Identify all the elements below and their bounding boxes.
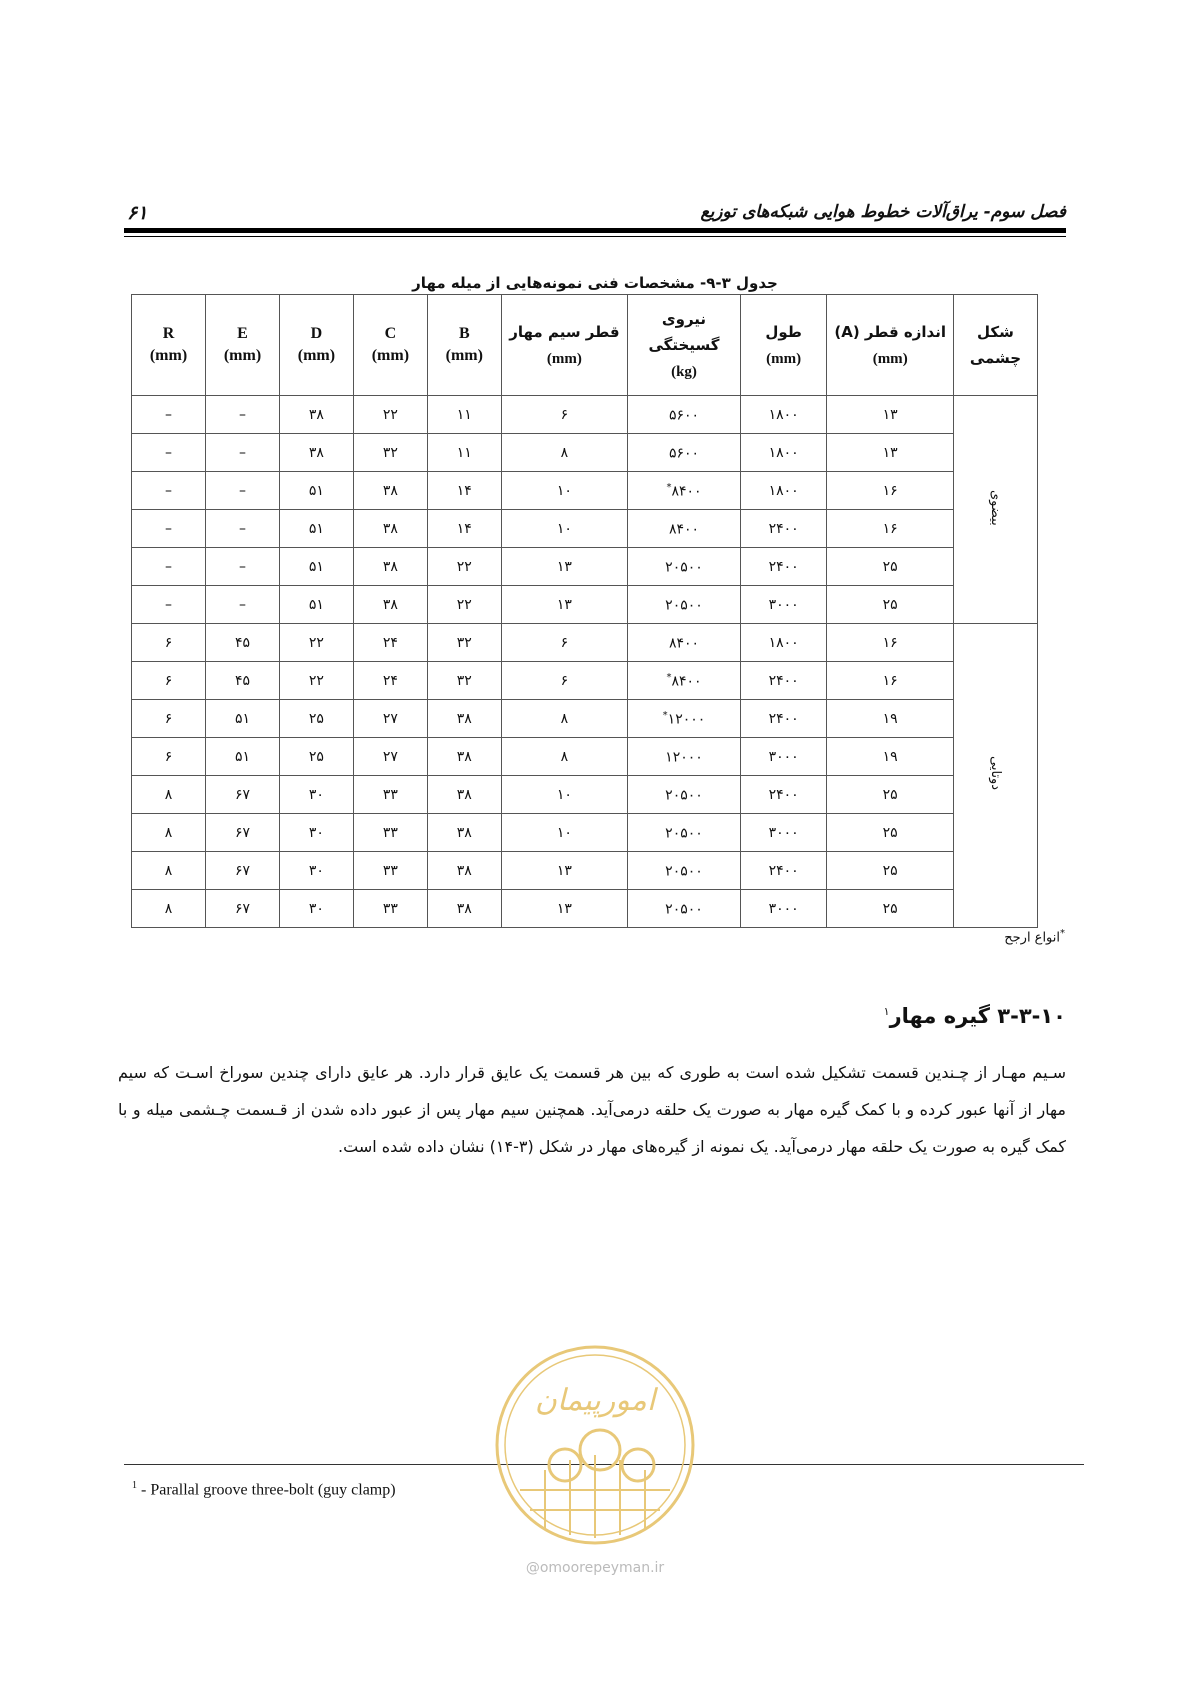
cell-b: ۱۴ bbox=[427, 472, 501, 510]
cell-size: ۱۹ bbox=[827, 700, 954, 738]
footnote-text: $^1$ - Parallal groove three-bolt (guy clamp) bbox=[132, 1480, 396, 1499]
cell-force: ۸۴۰۰ bbox=[628, 624, 741, 662]
page-number: ۶۱ bbox=[127, 202, 148, 224]
cell-r: – bbox=[132, 510, 206, 548]
cell-force: ۲۰۵۰۰ bbox=[628, 586, 741, 624]
watermark-logo bbox=[490, 1340, 700, 1550]
cell-r: ۸ bbox=[132, 852, 206, 890]
cell-size: ۱۶ bbox=[827, 624, 954, 662]
cell-wire: ۶ bbox=[501, 662, 627, 700]
cell-r: – bbox=[132, 472, 206, 510]
table-row bbox=[132, 548, 1038, 586]
cell-wire: ۶ bbox=[501, 396, 627, 434]
cell-r: ۸ bbox=[132, 776, 206, 814]
cell-d: ۳۰ bbox=[279, 852, 353, 890]
cell-length: ۱۸۰۰ bbox=[740, 472, 827, 510]
cell-c: ۳۲ bbox=[353, 434, 427, 472]
cell-r: ۸ bbox=[132, 890, 206, 928]
cell-length: ۱۸۰۰ bbox=[740, 624, 827, 662]
cell-d: ۵۱ bbox=[279, 586, 353, 624]
cell-c: ۳۸ bbox=[353, 548, 427, 586]
header-length: طول (mm) bbox=[740, 295, 827, 396]
cell-wire: ۱۰ bbox=[501, 776, 627, 814]
cell-length: ۱۸۰۰ bbox=[740, 396, 827, 434]
table-row bbox=[132, 434, 1038, 472]
cell-e: ۶۷ bbox=[206, 852, 280, 890]
cell-wire: ۱۰ bbox=[501, 510, 627, 548]
cell-size: ۲۵ bbox=[827, 852, 954, 890]
cell-d: ۳۰ bbox=[279, 890, 353, 928]
cell-b: ۱۴ bbox=[427, 510, 501, 548]
cell-r: ۶ bbox=[132, 624, 206, 662]
header-b: B (mm) bbox=[427, 295, 501, 396]
cell-r: – bbox=[132, 548, 206, 586]
table-footnote: *انواع ارجح bbox=[1004, 928, 1065, 946]
cell-length: ۱۸۰۰ bbox=[740, 434, 827, 472]
cell-e: ۶۷ bbox=[206, 776, 280, 814]
cell-size: ۱۶ bbox=[827, 510, 954, 548]
cell-size: ۲۵ bbox=[827, 548, 954, 586]
cell-r: – bbox=[132, 434, 206, 472]
cell-r: ۶ bbox=[132, 700, 206, 738]
shape-group-double: دوتایی bbox=[953, 624, 1037, 928]
cell-wire: ۱۰ bbox=[501, 814, 627, 852]
cell-wire: ۱۳ bbox=[501, 586, 627, 624]
cell-size: ۲۵ bbox=[827, 776, 954, 814]
header-breaking-force: نیروی گسیختگی (kg) bbox=[628, 295, 741, 396]
cell-c: ۳۳ bbox=[353, 890, 427, 928]
cell-d: ۲۲ bbox=[279, 624, 353, 662]
cell-length: ۲۴۰۰ bbox=[740, 776, 827, 814]
cell-c: ۲۴ bbox=[353, 624, 427, 662]
cell-force: ۵۶۰۰ bbox=[628, 396, 741, 434]
cell-length: ۲۴۰۰ bbox=[740, 700, 827, 738]
running-header: فصل سوم- یراق‌آلات خطوط هوایی شبکه‌های توزیع bbox=[700, 202, 1066, 222]
cell-size: ۱۹ bbox=[827, 738, 954, 776]
spec-table bbox=[131, 294, 1038, 928]
cell-length: ۲۴۰۰ bbox=[740, 662, 827, 700]
cell-d: ۳۸ bbox=[279, 434, 353, 472]
cell-b: ۳۸ bbox=[427, 814, 501, 852]
cell-r: ۸ bbox=[132, 814, 206, 852]
header-c: C (mm) bbox=[353, 295, 427, 396]
cell-wire: ۸ bbox=[501, 738, 627, 776]
cell-size: ۲۵ bbox=[827, 814, 954, 852]
cell-wire: ۸ bbox=[501, 700, 627, 738]
cell-r: – bbox=[132, 586, 206, 624]
cell-b: ۳۸ bbox=[427, 738, 501, 776]
body-paragraph: سـیم مهـار از چـندین قسمت تشکیل شده است به طوری که بین هر قسمت یک عایق قرار دارد. هر عایق دارای چندین سوراخ اسـت که سیم مهار از آنها عبور کرده و با کمک گیره مهار به صورت یک حلقه درمی‌آید. همچنین سیم مهار پس از عبور داده شدن از قـسمت چـشمی میله و با کمک گیره به صورت یک حلقه مهار درمی‌آید. یک نمونه از گیره‌های مهار در شکل (۳-۱۴) نشان داده شده است. bbox=[118, 1063, 1066, 1156]
cell-size: ۱۶ bbox=[827, 662, 954, 700]
header-wire-diameter: قطر سیم مهار (mm) bbox=[501, 295, 627, 396]
cell-force: ۸۴۰۰ bbox=[628, 510, 741, 548]
cell-c: ۳۳ bbox=[353, 852, 427, 890]
cell-wire: ۱۳ bbox=[501, 548, 627, 586]
watermark-url: @omoorepeyman.ir bbox=[525, 1560, 665, 1576]
cell-r: – bbox=[132, 396, 206, 434]
cell-c: ۲۴ bbox=[353, 662, 427, 700]
table-row bbox=[132, 624, 1038, 662]
cell-wire: ۸ bbox=[501, 434, 627, 472]
table-row bbox=[132, 738, 1038, 776]
cell-length: ۳۰۰۰ bbox=[740, 738, 827, 776]
cell-b: ۳۸ bbox=[427, 776, 501, 814]
cell-e: – bbox=[206, 396, 280, 434]
cell-e: ۵۱ bbox=[206, 700, 280, 738]
cell-d: ۵۱ bbox=[279, 510, 353, 548]
cell-c: ۳۸ bbox=[353, 586, 427, 624]
cell-force: ۱۲۰۰۰ bbox=[628, 738, 741, 776]
table-row bbox=[132, 700, 1038, 738]
cell-b: ۳۸ bbox=[427, 700, 501, 738]
table-row bbox=[132, 472, 1038, 510]
cell-e: – bbox=[206, 434, 280, 472]
cell-e: ۶۷ bbox=[206, 814, 280, 852]
table-row bbox=[132, 586, 1038, 624]
table-row bbox=[132, 510, 1038, 548]
cell-length: ۳۰۰۰ bbox=[740, 814, 827, 852]
cell-b: ۳۲ bbox=[427, 624, 501, 662]
table-row bbox=[132, 852, 1038, 890]
cell-force: ۲۰۵۰۰ bbox=[628, 814, 741, 852]
cell-d: ۵۱ bbox=[279, 548, 353, 586]
cell-d: ۵۱ bbox=[279, 472, 353, 510]
section-heading: ۳-۳-۱۰ گیره مهار$^۱$ bbox=[883, 1004, 1066, 1028]
cell-length: ۲۴۰۰ bbox=[740, 852, 827, 890]
cell-length: ۲۴۰۰ bbox=[740, 510, 827, 548]
cell-c: ۲۲ bbox=[353, 396, 427, 434]
header-size: اندازه قطر (A) (mm) bbox=[827, 295, 954, 396]
header-r: R (mm) bbox=[132, 295, 206, 396]
cell-b: ۲۲ bbox=[427, 586, 501, 624]
table-row bbox=[132, 814, 1038, 852]
table-row bbox=[132, 890, 1038, 928]
cell-force: ۵۶۰۰ bbox=[628, 434, 741, 472]
cell-d: ۲۵ bbox=[279, 738, 353, 776]
cell-e: ۴۵ bbox=[206, 624, 280, 662]
cell-b: ۱۱ bbox=[427, 396, 501, 434]
cell-force: ۸۴۰۰* bbox=[628, 472, 741, 510]
shape-group-oval: بیضوی bbox=[953, 396, 1037, 624]
cell-size: ۱۳ bbox=[827, 396, 954, 434]
table-row bbox=[132, 396, 1038, 434]
cell-e: ۵۱ bbox=[206, 738, 280, 776]
cell-c: ۳۳ bbox=[353, 814, 427, 852]
cell-b: ۳۸ bbox=[427, 890, 501, 928]
cell-d: ۳۸ bbox=[279, 396, 353, 434]
cell-c: ۳۸ bbox=[353, 510, 427, 548]
table-row bbox=[132, 776, 1038, 814]
cell-size: ۱۳ bbox=[827, 434, 954, 472]
cell-e: ۶۷ bbox=[206, 890, 280, 928]
cell-size: ۱۶ bbox=[827, 472, 954, 510]
cell-length: ۳۰۰۰ bbox=[740, 890, 827, 928]
header-rule bbox=[124, 228, 1066, 233]
cell-r: ۶ bbox=[132, 662, 206, 700]
header-e: E (mm) bbox=[206, 295, 280, 396]
cell-e: – bbox=[206, 510, 280, 548]
header-rule-thin bbox=[124, 236, 1066, 237]
cell-force: ۸۴۰۰* bbox=[628, 662, 741, 700]
cell-b: ۲۲ bbox=[427, 548, 501, 586]
cell-c: ۳۸ bbox=[353, 472, 427, 510]
cell-force: ۲۰۵۰۰ bbox=[628, 776, 741, 814]
cell-force: ۱۲۰۰۰* bbox=[628, 700, 741, 738]
header-d: D (mm) bbox=[279, 295, 353, 396]
cell-d: ۳۰ bbox=[279, 776, 353, 814]
cell-c: ۲۷ bbox=[353, 738, 427, 776]
cell-d: ۲۵ bbox=[279, 700, 353, 738]
cell-d: ۳۰ bbox=[279, 814, 353, 852]
cell-size: ۲۵ bbox=[827, 586, 954, 624]
table-header-row bbox=[132, 295, 1038, 396]
cell-force: ۲۰۵۰۰ bbox=[628, 890, 741, 928]
cell-wire: ۱۳ bbox=[501, 890, 627, 928]
cell-c: ۲۷ bbox=[353, 700, 427, 738]
cell-e: ۴۵ bbox=[206, 662, 280, 700]
cell-c: ۳۳ bbox=[353, 776, 427, 814]
table-caption: جدول ۳-۹- مشخصات فنی نمونه‌هایی از میله مهار bbox=[412, 274, 778, 292]
cell-e: – bbox=[206, 472, 280, 510]
cell-length: ۲۴۰۰ bbox=[740, 548, 827, 586]
cell-e: – bbox=[206, 548, 280, 586]
cell-b: ۱۱ bbox=[427, 434, 501, 472]
cell-b: ۳۸ bbox=[427, 852, 501, 890]
watermark-text: امورپیمان bbox=[534, 1383, 656, 1418]
cell-wire: ۶ bbox=[501, 624, 627, 662]
cell-r: ۶ bbox=[132, 738, 206, 776]
header-shape: شکل چشمی bbox=[953, 295, 1037, 396]
cell-b: ۳۲ bbox=[427, 662, 501, 700]
cell-wire: ۱۳ bbox=[501, 852, 627, 890]
cell-length: ۳۰۰۰ bbox=[740, 586, 827, 624]
cell-force: ۲۰۵۰۰ bbox=[628, 548, 741, 586]
cell-size: ۲۵ bbox=[827, 890, 954, 928]
cell-e: – bbox=[206, 586, 280, 624]
cell-force: ۲۰۵۰۰ bbox=[628, 852, 741, 890]
cell-wire: ۱۰ bbox=[501, 472, 627, 510]
table-row bbox=[132, 662, 1038, 700]
cell-d: ۲۲ bbox=[279, 662, 353, 700]
